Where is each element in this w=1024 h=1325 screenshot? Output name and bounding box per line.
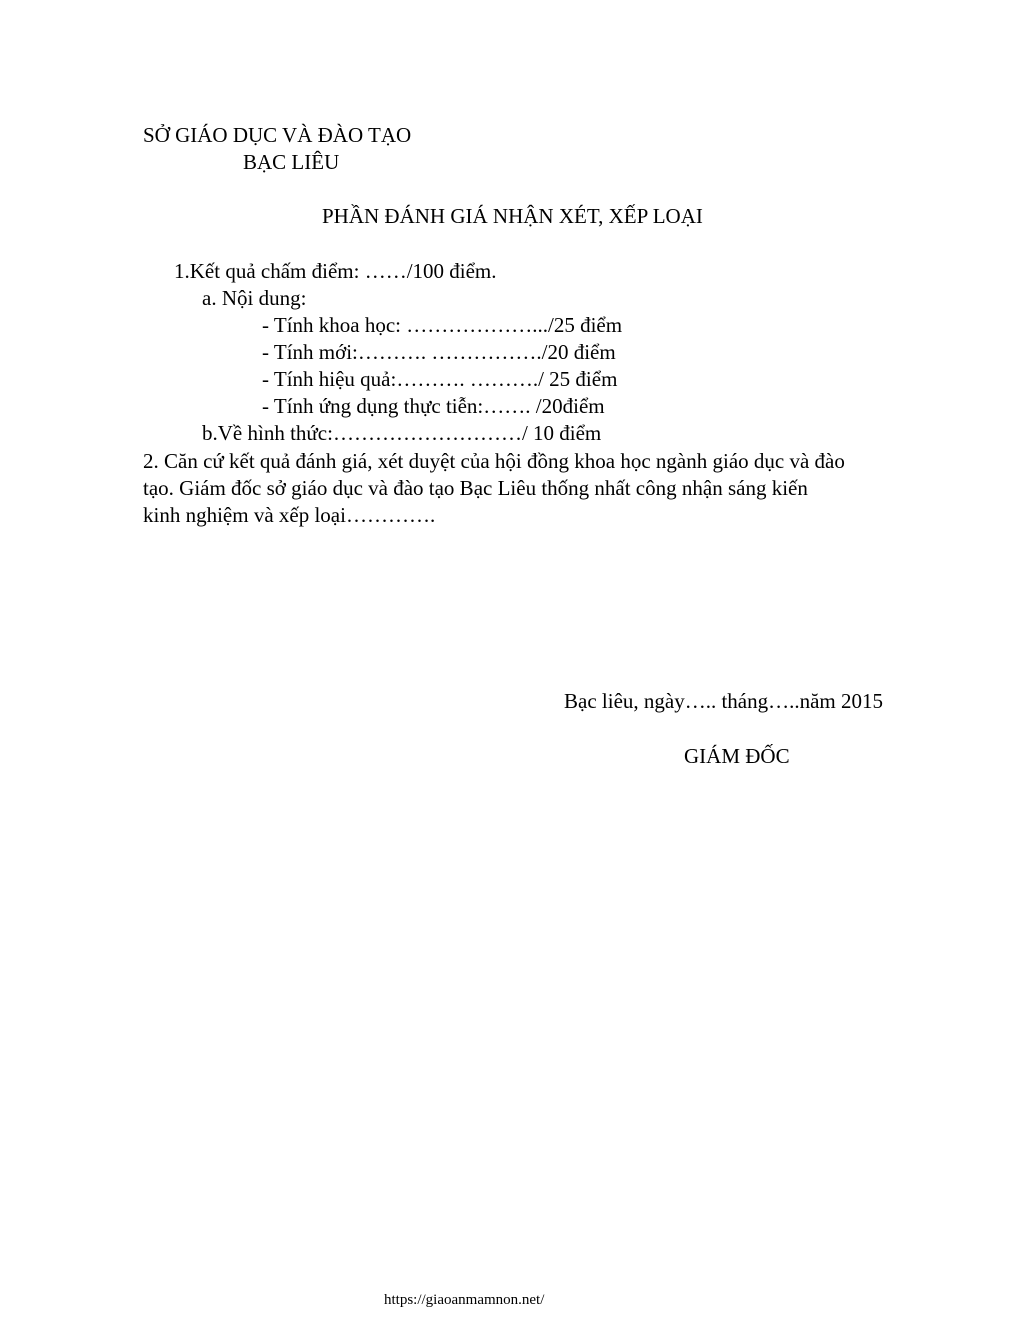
score-total-line: 1.Kết quả chấm điểm: ……/100 điểm.: [174, 259, 497, 283]
conclusion-line-1: 2. Căn cứ kết quả đánh giá, xét duyệt của hội đồng khoa học ngành giáo dục và đào: [143, 449, 845, 473]
criterion-effectiveness: - Tính hiệu quả:………. ………./ 25 điểm: [262, 367, 618, 391]
criterion-novelty: - Tính mới:………. ……………./20 điểm: [262, 340, 616, 364]
footer-url-link[interactable]: https://giaoanmamnon.net/: [384, 1292, 545, 1308]
conclusion-line-2: tạo. Giám đốc sở giáo dục và đào tạo Bạc Liêu thống nhất công nhận sáng kiến: [143, 476, 808, 500]
form-score-line: b.Về hình thức:………………………/ 10 điểm: [202, 421, 602, 445]
conclusion-line-3: kinh nghiệm và xếp loại………….: [143, 503, 436, 527]
content-subheading: a. Nội dung:: [202, 286, 307, 310]
org-name-line2: BẠC LIÊU: [243, 150, 340, 174]
document-title: PHẦN ĐÁNH GIÁ NHẬN XÉT, XẾP LOẠI: [322, 204, 703, 228]
criterion-applicability: - Tính ứng dụng thực tiễn:……. /20điểm: [262, 394, 605, 418]
signatory-title: GIÁM ĐỐC: [684, 744, 790, 768]
criterion-scientific: - Tính khoa học: ……………….../25 điểm: [262, 313, 623, 337]
place-date-line: Bạc liêu, ngày….. tháng…..năm 2015: [564, 689, 884, 713]
org-name-line1: SỞ GIÁO DỤC VÀ ĐÀO TẠO: [143, 123, 412, 147]
